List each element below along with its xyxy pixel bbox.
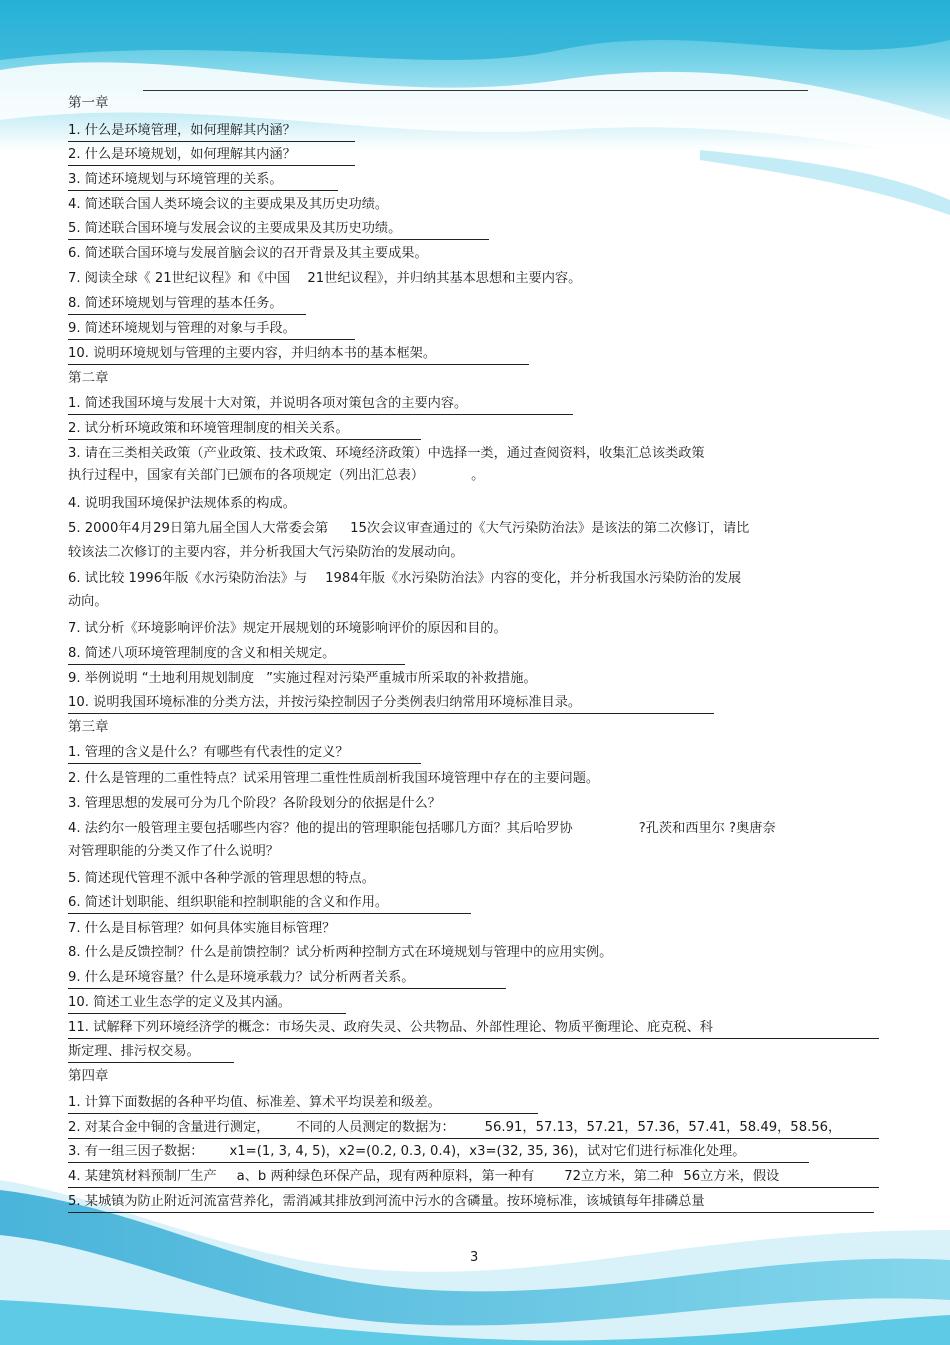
question-line: 2. 什么是环境规划，如何理解其内涵？ bbox=[68, 146, 355, 166]
question-text: 21世纪议程》，并归纳其基本思想和主要内容。 bbox=[307, 271, 582, 286]
question-text: 56.91，57.13，57.21，57.36，57.41，58.49，58.56， bbox=[484, 1120, 842, 1135]
question-text: x1=(1, 3, 4, 5)，x2=(0.2, 0.3, 0.4)，x3=(32, 35, 36)，试对它们进行标准化处理。 bbox=[229, 1144, 746, 1159]
question-line: 10. 简述工业生态学的定义及其内涵。 bbox=[68, 994, 346, 1014]
question-line: 3. 请在三类相关政策（产业政策、技术政策、环境经济政策）中选择一类，通过查阅资料，收集汇总该类政策 bbox=[68, 446, 705, 461]
question-line bbox=[68, 570, 741, 588]
question-line: 4. 说明我国环境保护法规体系的构成。 bbox=[68, 496, 296, 511]
question-line: 10. 说明我国环境标准的分类方法，并按污染控制因子分类例表归纳常用环境标准目录。 bbox=[68, 694, 714, 714]
question-line: 较该法二次修订的主要内容，并分析我国大气污染防治的发展动向。 bbox=[68, 545, 464, 560]
question-line: 8. 简述八项环境管理制度的含义和相关规定。 bbox=[68, 645, 405, 665]
question-text: 6. 试比较 1996年版《水污染防治法》与 bbox=[68, 571, 308, 586]
question-text: 9. 举例说明 “土地利用规划制度 bbox=[68, 671, 255, 686]
question-line: 10. 说明环境规划与管理的主要内容，并归纳本书的基本框架。 bbox=[68, 345, 529, 365]
question-text: 2. 对某合金中铜的含量进行测定， bbox=[68, 1120, 270, 1135]
question-text: 执行过程中，国家有关部门已颁布的各项规定（列出汇总表） bbox=[68, 468, 425, 483]
question-text: 不同的人员测定的数据为： bbox=[296, 1120, 455, 1135]
question-line bbox=[68, 1168, 879, 1188]
question-line: 1. 计算下面数据的各种平均值、标准差、算术平均误差和级差。 bbox=[68, 1094, 538, 1114]
question-line: 对管理职能的分类又作了什么说明？ bbox=[68, 844, 279, 859]
question-text: a、b 两种绿色环保产品，现有两种原料，第一种有 bbox=[236, 1169, 535, 1184]
chapter-heading: 第三章 bbox=[68, 719, 109, 735]
question-text: 4. 法约尔一般管理主要包括哪些内容？他的提出的管理职能包括哪几方面？其后哈罗协 bbox=[68, 821, 573, 836]
question-line bbox=[68, 1119, 879, 1139]
question-text: ?孔茨和西里尔 ?奥唐奈 bbox=[638, 821, 776, 836]
question-line: 1. 管理的含义是什么？有哪些有代表性的定义？ bbox=[68, 744, 421, 764]
question-text: 1984年版《水污染防治法》内容的变化，并分析我国水污染防治的发展 bbox=[325, 571, 742, 586]
question-text: 4. 某建筑材料预制厂生产 bbox=[68, 1169, 217, 1184]
question-line: 8. 简述环境规划与管理的基本任务。 bbox=[68, 295, 306, 315]
question-line: 5. 简述联合国环境与发展会议的主要成果及其历史功绩。 bbox=[68, 220, 489, 240]
question-line: 动向。 bbox=[68, 594, 108, 609]
question-line: 3. 简述环境规划与环境管理的关系。 bbox=[68, 171, 338, 191]
question-line bbox=[68, 467, 484, 485]
question-line: 4. 简述联合国人类环境会议的主要成果及其历史功绩。 bbox=[68, 197, 389, 212]
question-line: 3. 管理思想的发展可分为几个阶段？各阶段划分的依据是什么？ bbox=[68, 796, 441, 811]
question-line: 11. 试解释下列环境经济学的概念：市场失灵、政府失灵、公共物品、外部性理论、物质平衡理论、庇克税、科 bbox=[68, 1019, 879, 1039]
question-line: 斯定理、排污权交易。 bbox=[68, 1043, 234, 1063]
question-text: ”实施过程对污染严重城市所采取的补救措施。 bbox=[266, 671, 537, 686]
question-line bbox=[68, 1143, 809, 1163]
chapter-heading: 第四章 bbox=[68, 1068, 109, 1084]
chapter-heading: 第二章 bbox=[68, 370, 109, 386]
question-line: 1. 什么是环境管理，如何理解其内涵？ bbox=[68, 122, 355, 142]
question-line: 5. 简述现代管理不派中各种学派的管理思想的特点。 bbox=[68, 871, 375, 886]
question-line bbox=[68, 820, 776, 838]
question-text: 72立方米，第二种 bbox=[564, 1169, 674, 1184]
question-line: 7. 什么是目标管理？如何具体实施目标管理？ bbox=[68, 921, 336, 936]
question-line: 5. 某城镇为防止附近河流富营养化，需消减其排放到河流中污水的含磷量。按环境标准，该城镇每年排磷总量 bbox=[68, 1193, 874, 1213]
chapter-heading: 第一章 bbox=[68, 95, 109, 111]
question-text: 7. 阅读全球《 21世纪议程》和《中国 bbox=[68, 271, 291, 286]
question-line: 2. 什么是管理的二重性特点？试采用管理二重性性质剖析我国环境管理中存在的主要问题。 bbox=[68, 771, 600, 786]
question-line: 1. 简述我国环境与发展十大对策，并说明各项对策包含的主要内容。 bbox=[68, 395, 573, 415]
question-text: 5. 2000年4月29日第九届全国人大常委会第 bbox=[68, 521, 329, 536]
question-line: 7. 试分析《环境影响评价法》规定开展规划的环境影响评价的原因和目的。 bbox=[68, 621, 507, 636]
question-text: 。 bbox=[471, 468, 485, 483]
question-line bbox=[68, 270, 581, 288]
question-line bbox=[68, 520, 749, 538]
page-number: 3 bbox=[470, 1250, 479, 1265]
question-line: 6. 简述联合国环境与发展首脑会议的召开背景及其主要成果。 bbox=[68, 246, 428, 261]
question-text: 56立方米，假设 bbox=[683, 1169, 780, 1184]
header-rule bbox=[143, 90, 808, 91]
question-line: 8. 什么是反馈控制？什么是前馈控制？试分析两种控制方式在环境规划与管理中的应用实例。 bbox=[68, 945, 613, 960]
question-line bbox=[68, 670, 537, 688]
question-line: 9. 什么是环境容量？什么是环境承载力？试分析两者关系。 bbox=[68, 969, 506, 989]
question-line: 9. 简述环境规划与管理的对象与手段。 bbox=[68, 320, 355, 340]
question-text: 15次会议审查通过的《大气污染防治法》是该法的第二次修订，请比 bbox=[350, 521, 750, 536]
question-line: 2. 试分析环境政策和环境管理制度的相关关系。 bbox=[68, 420, 421, 440]
question-text: 3. 有一组三因子数据： bbox=[68, 1144, 204, 1159]
question-line: 6. 简述计划职能、组织职能和控制职能的含义和作用。 bbox=[68, 894, 471, 914]
